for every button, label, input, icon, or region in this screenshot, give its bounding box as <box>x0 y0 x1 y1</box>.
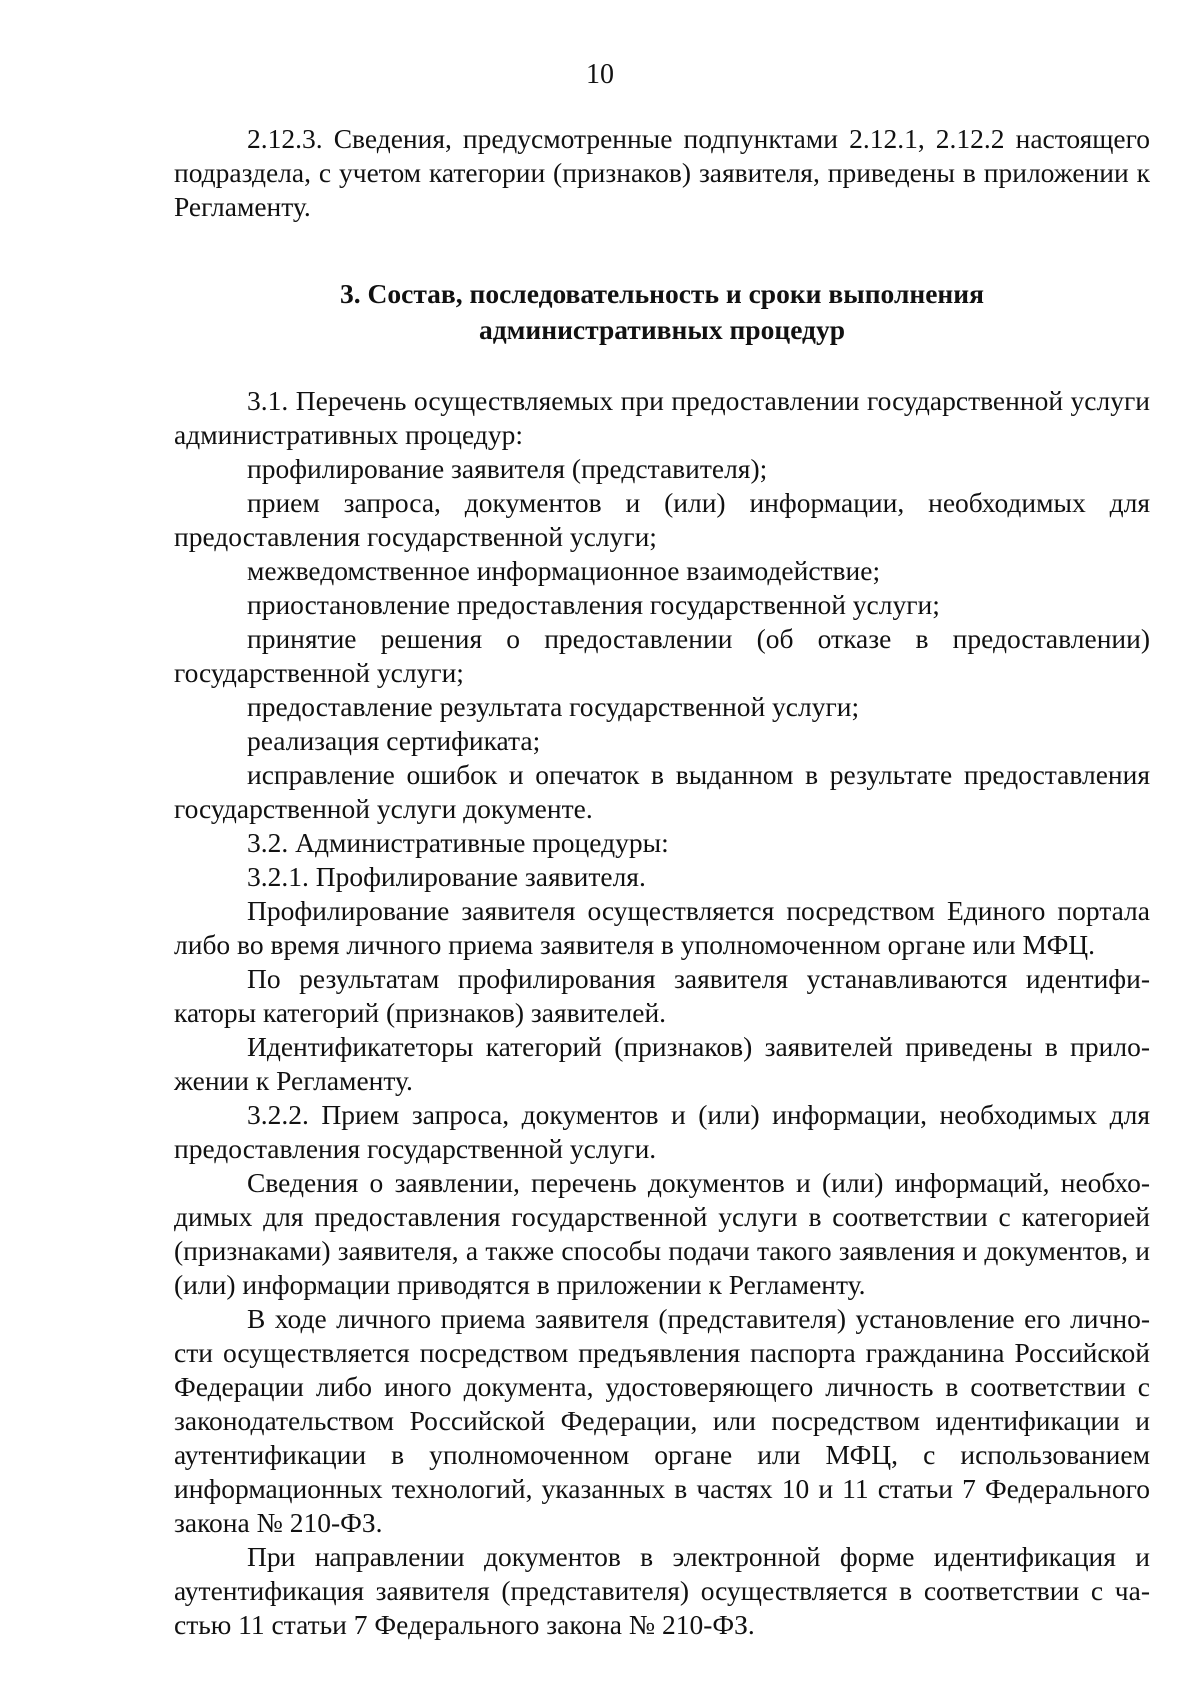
list-item: приостановление предоставления государственной услуги; <box>247 589 940 620</box>
paragraph: 3.1. Перечень осуществляемых при предоставлении государственной услуги административных процедур: <box>174 385 1150 450</box>
list-item: предоставление результата государственной услуги; <box>247 691 860 722</box>
paragraph: По результатам профилирования заявителя устанавливаются идентификаторы категорий (признаков) заявителей. <box>174 963 1150 1028</box>
list-item: межведомственное информационное взаимодействие; <box>247 555 881 586</box>
page-number: 10 <box>586 59 614 90</box>
list-item: реализация сертификата; <box>247 725 541 756</box>
paragraph: 3.2. Административные процедуры: <box>247 827 669 858</box>
list-item: исправление ошибок и опечаток в выданном в результате предоставления государственной услуги документе. <box>174 759 1150 824</box>
paragraph: Сведения о заявлении, перечень документов и (или) информаций, необходимых для предоставления государственной услуги в соответствии с категорией (признаками) заявителя, а также способы подачи такого заявления и документов, и (или) информации приводятся в приложении к Регламенту. <box>174 1167 1150 1300</box>
section-title-line-2: административных процедур <box>479 314 845 345</box>
paragraph: Профилирование заявителя осуществляется посредством Единого портала либо во время личного приема заявителя в уполномоченном органе или МФЦ. <box>174 895 1150 960</box>
document-body <box>174 122 1150 1642</box>
subsection-heading: 3.2.2. Прием запроса, документов и (или) информации, необходимых для предоставления государственной услуги. <box>174 1099 1150 1164</box>
section-title <box>174 276 1150 348</box>
subsection-heading: 3.2.1. Профилирование заявителя. <box>247 861 646 892</box>
intro-paragraph: 2.12.3. Сведения, предусмотренные подпунктами 2.12.1, 2.12.2 настоящего подраздела, с учетом категории (признаков) заявителя, приведены в приложении к Регламенту. <box>174 123 1150 222</box>
paragraph: При направлении документов в электронной форме идентификация и аутентификация заявителя (представителя) осуществляется в соответствии с частью 11 статьи 7 Федерального закона № 210-ФЗ. <box>174 1541 1150 1640</box>
paragraph: Идентификатеторы категорий (признаков) заявителей приведены в приложении к Регламенту. <box>174 1031 1150 1096</box>
list-item: принятие решения о предоставлении (об отказе в предоставлении) государственной услуги; <box>174 623 1150 688</box>
section-title-line-1: 3. Состав, последовательность и сроки выполнения <box>340 278 984 309</box>
list-item: профилирование заявителя (представителя); <box>247 453 768 484</box>
list-item: прием запроса, документов и (или) информации, необходимых для предоставления государственной услуги; <box>174 487 1150 552</box>
paragraph: В ходе личного приема заявителя (представителя) установление его личности осуществляется посредством предъявления паспорта гражданина Российской Федерации либо иного документа, удостоверяющего личность в соответствии с законодательством Российской Федерации, или посредством идентификации и аутентификации в уполномоченном органе или МФЦ, с использованием информационных технологий, указанных в частях 10 и 11 статьи 7 Федерального закона № 210-ФЗ. <box>174 1303 1150 1538</box>
